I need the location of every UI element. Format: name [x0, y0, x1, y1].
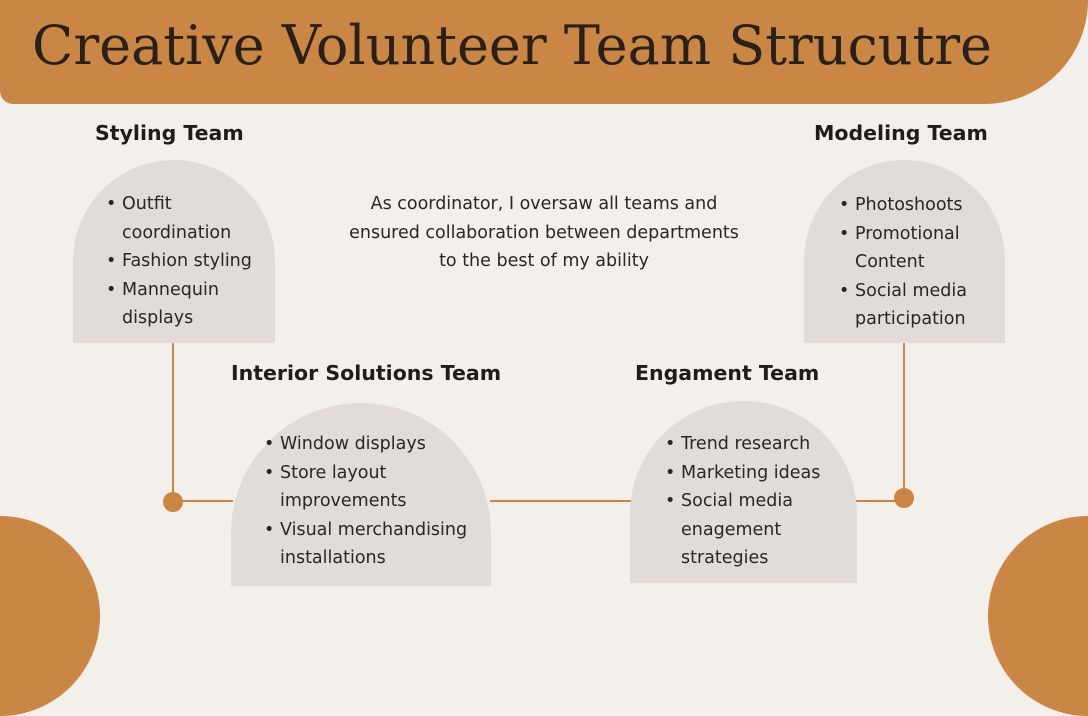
- engagement-team-card: [630, 401, 857, 583]
- connector-interior-to-engagement: [490, 500, 632, 502]
- list-item: • Social media enagement strategies: [665, 487, 851, 573]
- list-item: • Social media participation: [839, 277, 999, 334]
- list-item: • Fashion styling: [106, 247, 269, 276]
- modeling-team-list: [839, 191, 999, 334]
- list-item: • Outfit coordination: [106, 190, 269, 247]
- corner-circle-bottom-right: [988, 516, 1088, 716]
- interior-solutions-team-heading: Interior Solutions Team: [231, 361, 502, 385]
- list-item: • Mannequin displays: [106, 276, 269, 333]
- modeling-team-card: [804, 160, 1005, 343]
- page-title: Creative Volunteer Team Strucutre: [32, 14, 992, 77]
- list-item: • Window displays: [264, 430, 487, 459]
- engagement-team-heading: Engament Team: [635, 361, 820, 385]
- modeling-team-heading: Modeling Team: [814, 121, 988, 145]
- styling-team-list: [106, 190, 269, 333]
- list-item: • Visual merchandising installations: [264, 516, 487, 573]
- list-item: • Photoshoots: [839, 191, 999, 220]
- list-item: • Marketing ideas: [665, 459, 851, 488]
- interior-solutions-team-card: [231, 403, 491, 586]
- coordinator-note: As coordinator, I oversaw all teams and ensured collaboration between departments to the best of my ability: [349, 194, 739, 271]
- list-item: • Trend research: [665, 430, 851, 459]
- list-item: • Store layout improvements: [264, 459, 487, 516]
- list-item: • Promotional Content: [839, 220, 999, 277]
- connector-dot-left: [163, 492, 183, 512]
- connector-dot-right: [894, 488, 914, 508]
- styling-team-card: [73, 160, 275, 343]
- connector-modeling-vertical: [903, 342, 905, 500]
- interior-solutions-team-list: [264, 430, 487, 573]
- corner-circle-bottom-left: [0, 516, 100, 716]
- styling-team-heading: Styling Team: [95, 121, 244, 145]
- engagement-team-list: [665, 430, 851, 573]
- connector-styling-vertical: [172, 342, 174, 502]
